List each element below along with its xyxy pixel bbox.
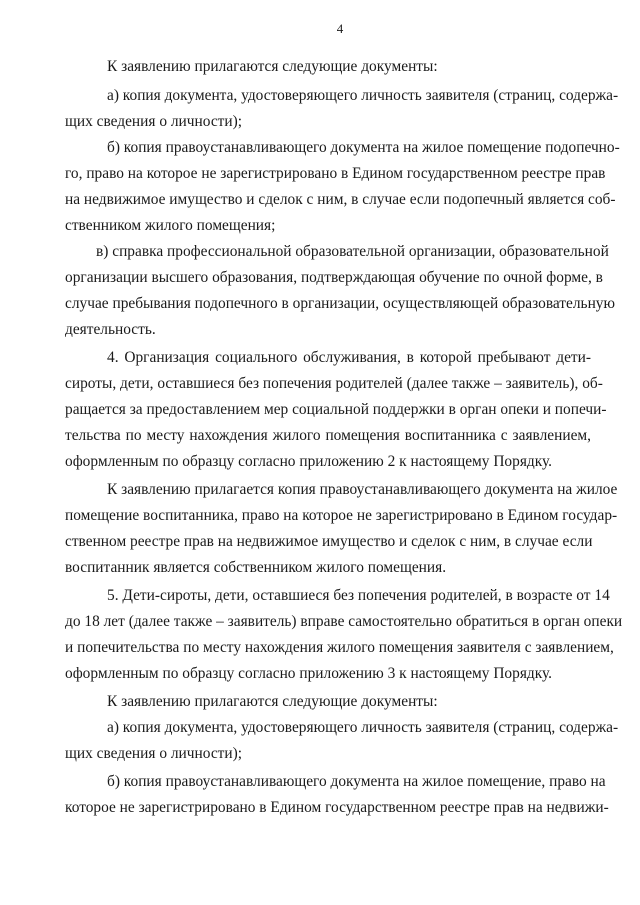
text-line: а) копия документа, удостоверяющего личность заявителя (страниц, содержа-	[107, 87, 619, 104]
text-line: которое не зарегистрировано в Едином государственном реестре прав на недвижи-	[65, 799, 609, 816]
page-number: 4	[336, 21, 344, 36]
text-line: помещение воспитанника, право на которое не зарегистрировано в Едином государ-	[65, 507, 618, 524]
text-line: в) справка профессиональной образовательной организации, образовательной	[96, 243, 609, 260]
text-line: а) копия документа, удостоверяющего личность заявителя (страниц, содержа-	[107, 719, 619, 736]
text-line: и попечительства по месту нахождения жилого помещения заявителя с заявлением,	[65, 639, 614, 656]
text-line: оформленным по образцу согласно приложению 2 к настоящему Порядку.	[65, 453, 552, 470]
text-line: оформленным по образцу согласно приложению 3 к настоящему Порядку.	[65, 665, 552, 682]
text-line: 4. Организация социального обслуживания, в которой пребывают дети-	[107, 349, 591, 366]
text-line: воспитанник является собственником жилого помещения.	[65, 559, 447, 576]
text-line: К заявлению прилагаются следующие документы:	[107, 58, 438, 75]
text-line: го, право на которое не зарегистрировано в Едином государственном реестре прав	[65, 165, 606, 182]
text-line: до 18 лет (далее также – заявитель) вправе самостоятельно обратиться в орган опеки	[65, 613, 623, 630]
text-line: б) копия правоустанавливающего документа на жилое помещение, право на	[107, 773, 606, 790]
text-line: б) копия правоустанавливающего документа на жилое помещение подопечно-	[107, 139, 620, 156]
text-line: деятельность.	[65, 321, 156, 338]
text-line: ращается за предоставлением мер социальной поддержки в орган опеки и попечи-	[65, 401, 607, 418]
text-line: К заявлению прилагаются следующие документы:	[107, 693, 438, 710]
text-line: организации высшего образования, подтверждающая обучение по очной форме, в	[65, 269, 603, 286]
text-line: щих сведения о личности);	[65, 745, 243, 762]
text-line: 5. Дети-сироты, дети, оставшиеся без попечения родителей, в возрасте от 14	[107, 587, 610, 604]
text-line: сироты, дети, оставшиеся без попечения родителей (далее также – заявитель), об-	[65, 375, 603, 392]
text-line: щих сведения о личности);	[65, 113, 243, 130]
text-line: случае пребывания подопечного в организации, осуществляющей образовательную	[65, 295, 615, 312]
text-line: К заявлению прилагается копия правоустанавливающего документа на жилое	[107, 481, 618, 498]
text-line: тельства по месту нахождения жилого помещения воспитанника с заявлением,	[65, 427, 591, 444]
text-line: ственником жилого помещения;	[65, 217, 276, 234]
text-line: на недвижимое имущество и сделок с ним, в случае если подопечный является соб-	[65, 191, 616, 208]
text-line: ственном реестре прав на недвижимое имущество и сделок с ним, в случае если	[65, 533, 593, 550]
